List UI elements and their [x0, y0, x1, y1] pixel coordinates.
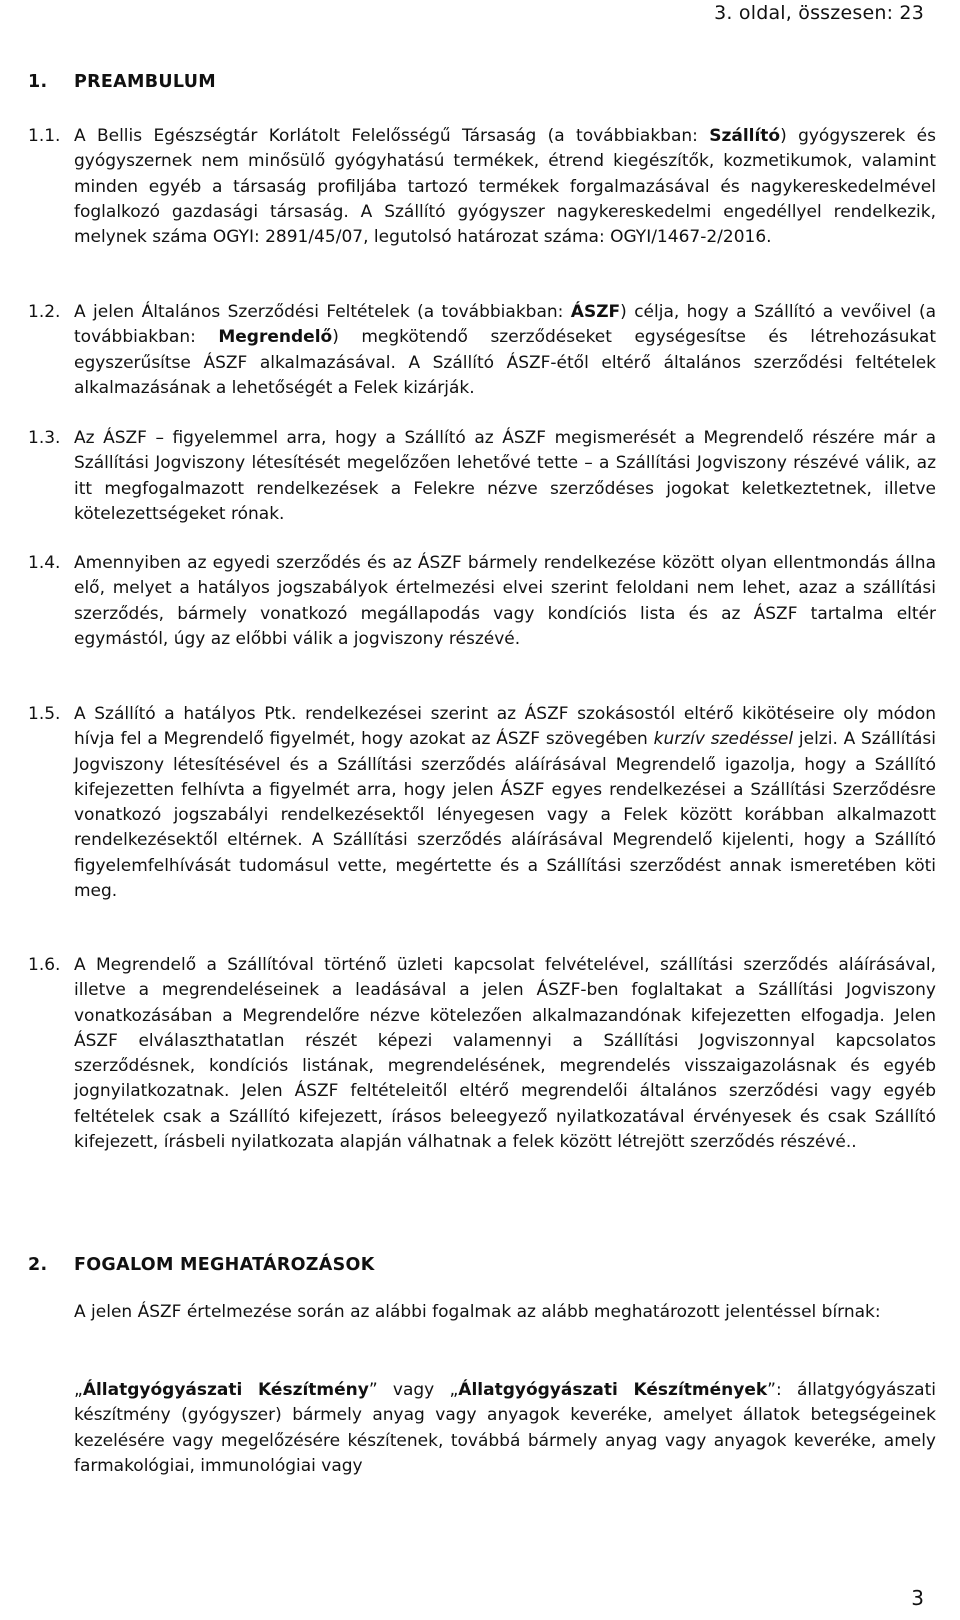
- paragraph-1-4: [28, 551, 936, 652]
- text-run: jelzi. A Szállítási Jogviszony létesítésével és a Szállítási szerződés aláírásával Megrendelő igazolja, hogy a Szállító kifejezetten felhívta a figyelmét arra, hogy jelen ÁSZF egyes rendelkezései a Szállítási Szerződésre vonatkozó jogszabályi rendelkezésektől lényegesen vagy a Felek között korábban alkalmazott rendelkezésektől eltérnek. A Szállítási szerződés aláírásával Megrendelő kijelenti, hogy a Szállító figyelemfelhívását tudomásul vette, megértette és a Szállítási szerződést annak ismeretében köti meg.: [74, 729, 936, 902]
- paragraph-text: Az ÁSZF – figyelemmel arra, hogy a Szállító az ÁSZF megismerését a Megrendelő részére már a Szállítási Jogviszony létesítését megelőzően lehetővé tette – a Szállítási Jogviszony részévé válik, az itt megfogalmazott rendelkezések a Felekre nézve szerződéses jogokat keletkeztetnek, illetve kötelezettségeket rónak.: [74, 428, 936, 524]
- defined-term: Állatgyógyászati Készítmény: [82, 1380, 369, 1400]
- paragraph-number: 1.2.: [28, 302, 61, 322]
- text-run: A Szállító a hatályos Ptk. rendelkezései szerint az ÁSZF szokásostól eltérő kikötéseire oly módon hívja fel a Megrendelő figyelmét, hogy azokat az ÁSZF szövegében: [74, 704, 936, 750]
- paragraph-text: A Megrendelő a Szállítóval történő üzleti kapcsolat felvételével, szállítási szerződés aláírásával, illetve a megrendeléseinek a leadásával a jelen ÁSZF-ben foglaltakat a Szállítási Jogviszony vonatkozásában a Megrendelőre nézve kötelezően alkalmazandónak kifejezetten elfogadja. Jelen ÁSZF elválaszthatatlan részét képezi valamennyi a Szállítási Jogviszonnyal kapcsolatos szerződésnek, kondíciós listának, megrendelésének, megrendelés visszaigazolásnak és egyéb jognyilatkozatnak. Jelen ÁSZF feltételeitől eltérő megrendelői általános szerződési vagy egyéb feltételek csak a Szállító kifejezett, írásos beleegyező nyilatkozatával érvényesek és csak Szállító kifejezett, írásbeli nyilatkozata alapján válhatnak a felek között létrejött szerződés részévé..: [74, 955, 936, 1153]
- paragraph-number: 1.5.: [28, 704, 61, 724]
- section-number: 2.: [28, 1255, 48, 1275]
- text-run: ) gyógyszerek és gyógyszernek nem minősülő gyógyhatású termékek, étrend kiegészítők, kozmetikumok, valamint minden egyéb a társaság profiljába tartozó termékek forgalmazásával és nagykereskedelmével foglalkozó gazdasági társaság. A Szállító gyógyszer nagykereskedelmi engedéllyel rendelkezik, melynek száma OGYI: 2891/45/07, legutolsó határozat száma: OGYI/1467-2/2016.: [74, 126, 936, 248]
- paragraph-1-6: [28, 953, 936, 1155]
- text-run: ) célja, hogy a Szállító a vevőivel (a továbbiakban:: [74, 302, 936, 348]
- paragraph-text: [74, 124, 936, 250]
- paragraph-text: [74, 702, 936, 904]
- paragraph-1-3: [28, 426, 936, 527]
- defined-term: Állatgyógyászati Készítmények: [458, 1380, 768, 1400]
- paragraph-2-definition: [28, 1378, 936, 1479]
- paragraph-text: Amennyiben az egyedi szerződés és az ÁSZF bármely rendelkezése között olyan ellentmondás állna elő, melyet a hatályos jogszabályok értelmezési elvei szerint feloldani nem lehet, azaz a szállítási szerződés, bármely vonatkozó megállapodás vagy kondíciós lista és az ÁSZF tartalma eltér egymástól, úgy az előbbi válik a jogviszony részévé.: [74, 553, 936, 649]
- section-title: FOGALOM MEGHATÁROZÁSOK: [74, 1255, 375, 1275]
- text-run: A Bellis Egészségtár Korlátolt Felelősségű Társaság (a továbbiakban:: [74, 126, 710, 146]
- text-run: A jelen Általános Szerződési Feltételek (a továbbiakban:: [74, 302, 571, 322]
- paragraph-number: 1.3.: [28, 428, 61, 448]
- paragraph-text: [74, 300, 936, 401]
- paragraph-text: A jelen ÁSZF értelmezése során az alábbi fogalmak az alább meghatározott jelentéssel bírnak:: [74, 1302, 881, 1322]
- paragraph-1-5: [28, 702, 936, 904]
- paragraph-number: 1.4.: [28, 553, 61, 573]
- paragraph-number: 1.1.: [28, 126, 61, 146]
- italic-text: kurzív szedéssel: [653, 729, 794, 750]
- page-counter: 3. oldal, összesen: 23: [714, 2, 924, 24]
- text-run: ”: állatgyógyászati készítmény (gyógyszer) bármely anyag vagy anyagok keveréke, amelyet állatok betegségeinek kezelésére vagy megelőzésére készítenek, továbbá bármely anyag vagy anyagok keveréke, amely farmakológiai, immunológiai vagy: [74, 1380, 936, 1476]
- section-title: PREAMBULUM: [74, 72, 216, 92]
- paragraph-2-intro: [28, 1300, 936, 1325]
- paragraph-1-1: [28, 124, 936, 250]
- paragraph-number: 1.6.: [28, 955, 61, 975]
- defined-term: Megrendelő: [218, 327, 333, 348]
- paragraph-1-2: [28, 300, 936, 401]
- defined-term: Szállító: [709, 126, 781, 146]
- text-run: „: [74, 1380, 83, 1400]
- paragraph-text: [74, 1378, 936, 1479]
- defined-term: ÁSZF: [570, 302, 621, 322]
- page-number: 3: [911, 1586, 924, 1610]
- text-run: ) megkötendő szerződéseket egységesítse és létrehozásukat egyszerűsítse ÁSZF alkalmazásával. A Szállító ÁSZF-étől eltérő általános szerződési feltételek alkalmazásának a lehetőségét a Felek kizárják.: [74, 327, 936, 398]
- section-number: 1.: [28, 72, 48, 92]
- text-run: ” vagy „: [368, 1380, 459, 1400]
